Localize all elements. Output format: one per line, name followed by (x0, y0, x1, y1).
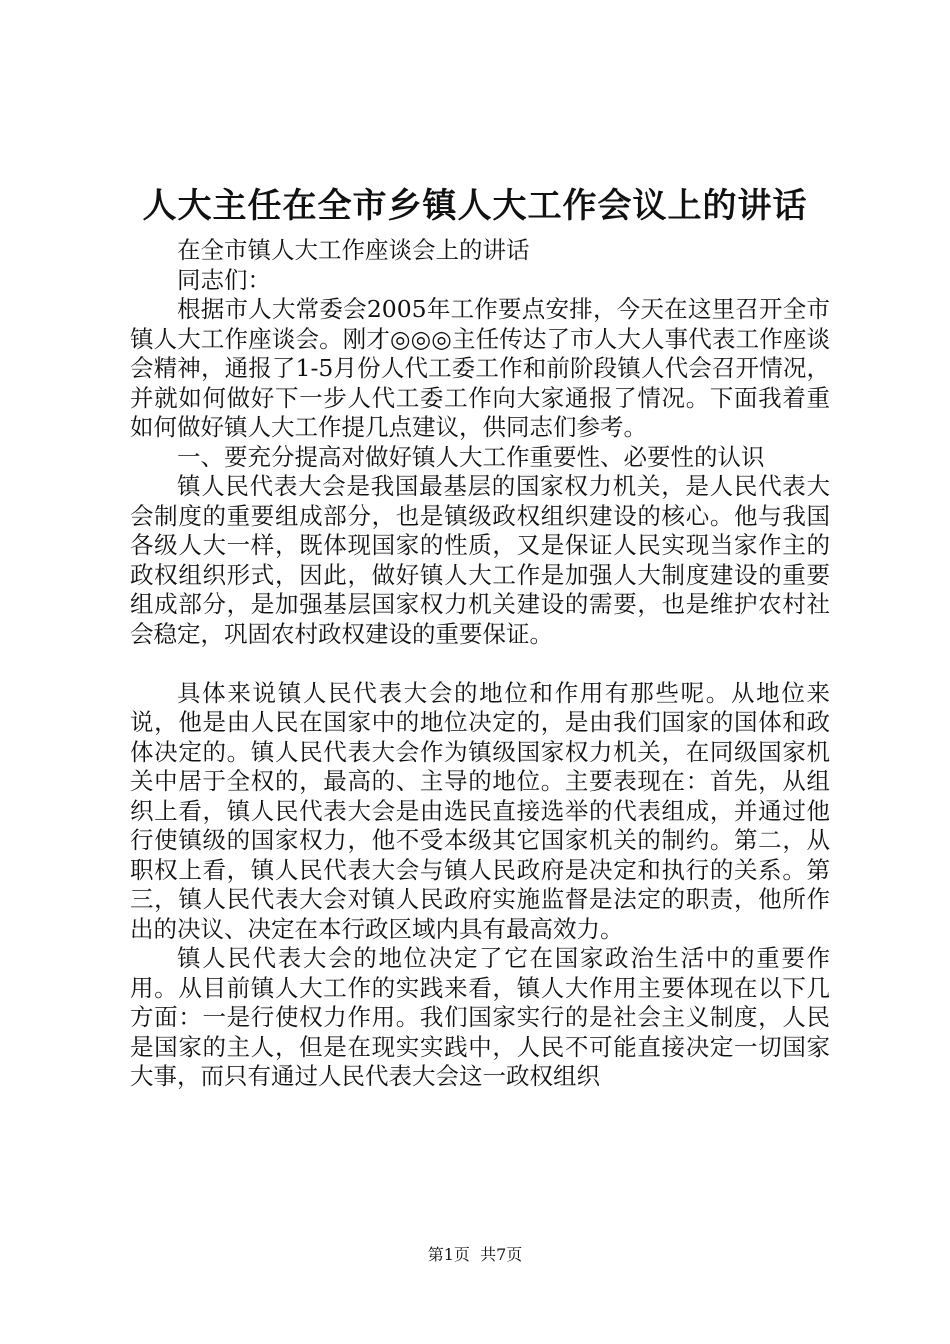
subtitle-paragraph: 在全市镇人大工作座谈会上的讲话 (177, 236, 530, 264)
section-heading: 一、要充分提高对做好镇人大工作重要性、必要性的认识 (177, 442, 765, 471)
body-paragraph: 镇人民代表大会的地位决定了它在国家政治生活中的重要作用。从目前镇人大工作的实践来看，镇人大作用主要体现在以下几方面：一是行使权力作用。我们国家实行的是社会主义制度，人民是国家的主人，但是在现实实践中，人民不可能直接决定一切国家大事，而只有通过人民代表大会这一政权组织 (130, 944, 830, 1090)
body-paragraph: 镇人民代表大会是我国最基层的国家权力机关，是人民代表大会制度的重要组成部分，也是镇级政权组织建设的核心。他与我国各级人大一样，既体现国家的性质，又是保证人民实现当家作主的政权组织形式，因此，做好镇人大工作是加强人大制度建设的重要组成部分，是加强基层国家权力机关建设的需要，也是维护农村社会稳定，巩固农村政权建设的重要保证。 (130, 472, 830, 648)
document-body (130, 236, 830, 1092)
body-paragraph: 根据市人大常委会2005年工作要点安排，今天在这里召开全市镇人大工作座谈会。刚才◎◎◎主任传达了市人大人事代表工作座谈会精神，通报了1-5月份人代工委工作和前阶段镇人代会召开情况，并就如何做好下一步人代工委工作向大家通报了情况。下面我着重如何做好镇人大工作提几点建议，供同志们参考。 (130, 295, 830, 441)
body-paragraph: 具体来说镇人民代表大会的地位和作用有那些呢。从地位来说，他是由人民在国家中的地位决定的，是由我们国家的国体和政体决定的。镇人民代表大会作为镇级国家权力机关，在同级国家机关中居于全权的，最高的、主导的地位。主要表现在：首先，从组织上看，镇人民代表大会是由选民直接选举的代表组成，并通过他行使镇级的国家权力，他不受本级其它国家机关的制约。第二，从职权上看，镇人民代表大会与镇人民政府是决定和执行的关系。第三，镇人民代表大会对镇人民政府实施监督是法定的职责，他所作出的决议、决定在本行政区域内具有最高效力。 (130, 678, 830, 943)
document-title: 人大主任在全市乡镇人大工作会议上的讲话 (142, 186, 808, 226)
page-footer (0, 1244, 950, 1266)
salutation-paragraph: 同志们： (177, 265, 271, 294)
page-number: 第1页 共7页 (427, 1245, 523, 1264)
